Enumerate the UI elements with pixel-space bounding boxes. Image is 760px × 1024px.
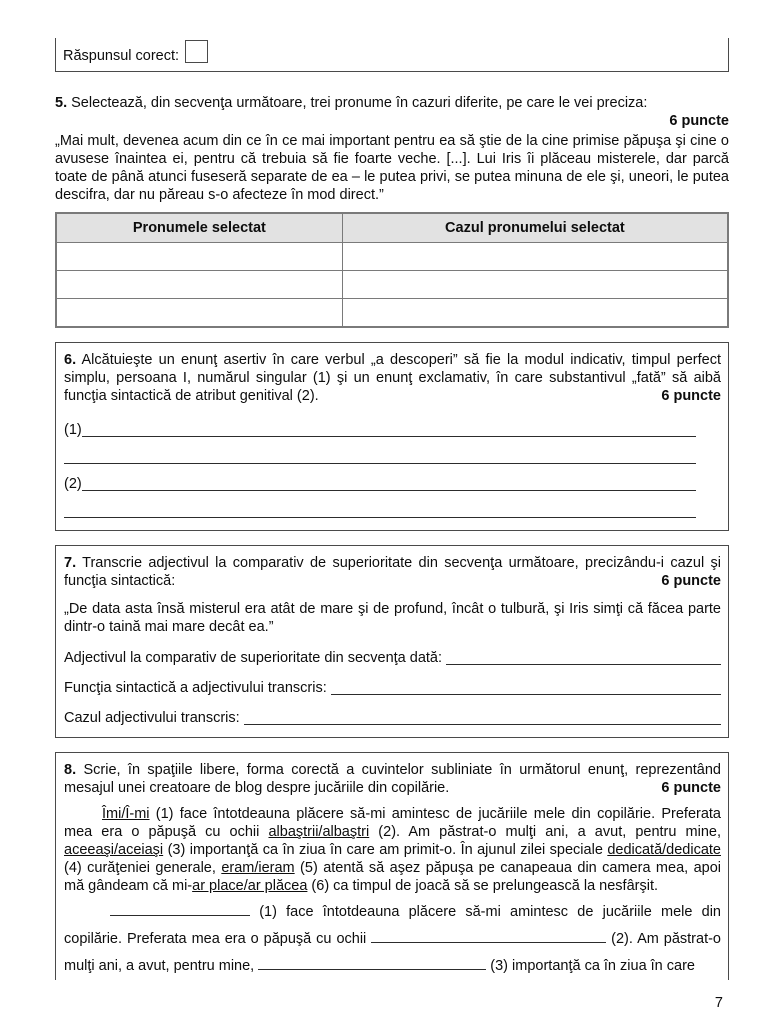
answer-line-1-label: (1): [64, 422, 82, 438]
answer-line-2-continuation-blank[interactable]: [64, 517, 696, 518]
answer-box-label: Răspunsul corect:: [63, 48, 180, 64]
question-5-points: 6 puncte: [669, 113, 729, 129]
question-7-points: 6 puncte: [661, 573, 721, 589]
underlined-option-5: eram/ieram: [221, 860, 295, 876]
table-cell-case-2[interactable]: [342, 271, 728, 299]
question-6-prompt-text: Alcătuieşte un enunţ asertiv în care verbul „a descoperi” să fie la modul indicativ, timpul perfect simplu, persoana I, numărul singular (1) şi un enunţ exclamativ, în care substantivul „fată” să aibă funcţia sintactică de atribut genitival (2).: [64, 352, 721, 404]
answer-checkbox[interactable]: [185, 40, 208, 63]
question-7: [55, 545, 729, 738]
field-syntactic-function-blank[interactable]: [331, 694, 721, 695]
question-8: [55, 752, 729, 980]
underlined-option-4: dedicată/dedicate: [607, 842, 721, 858]
field-adjective: [64, 649, 721, 667]
table-cell-pronoun-2[interactable]: [56, 271, 342, 299]
answer-line-1-continuation: [64, 439, 696, 466]
table-cell-pronoun-1[interactable]: [56, 243, 342, 271]
paragraph-text: (2). Am păstrat-o mulţi ani, a avut, pentru mine,: [369, 824, 721, 840]
field-case-label: Cazul adjectivului transcris:: [64, 710, 240, 726]
question-8-source-paragraph: [64, 805, 721, 895]
table-cell-case-1[interactable]: [342, 243, 728, 271]
question-5-number: 5.: [55, 95, 68, 111]
question-6-points: 6 puncte: [661, 388, 721, 404]
question-8-prompt-text: Scrie, în spaţiile libere, forma corectă a cuvintelor subliniate în următorul enunţ, reprezentând mesajul unei creatoare de blog despre jucăriile din copilărie.: [64, 762, 721, 796]
fill-blank-1[interactable]: [110, 902, 250, 916]
table-row: [56, 243, 728, 271]
answer-line-2-label: (2): [64, 476, 82, 492]
underlined-option-6: ar place/ar plăcea: [192, 878, 308, 894]
fill-text: (1) face întotdeauna plăcere să-mi amintesc de jucăriile mele din copilărie. Preferata mea era o păpuşă cu ochii: [64, 904, 721, 947]
question-7-quote: „De data asta însă misterul era atât de mare şi de profund, încât o tulbură, şi Iris simţi că făcea parte dintr-o taină mai mare decât ea.”: [64, 601, 721, 635]
underlined-option-1: Îmi/Î-mi: [102, 806, 150, 822]
question-7-prompt-text: Transcrie adjectivul la comparativ de superioritate din secvenţa următoare, precizându-i cazul şi funcţia sintactică:: [64, 555, 721, 589]
paragraph-text: (4) curăţeniei generale,: [64, 860, 222, 876]
pronoun-table-header-2: Cazul pronumelui selectat: [342, 213, 728, 243]
question-5: [55, 94, 729, 328]
answer-box: [55, 38, 729, 72]
field-case: [64, 709, 721, 727]
fill-text: (2). Am păstrat-o mulţi ani, a avut, pentru mine,: [64, 931, 721, 974]
question-7-number: 7.: [64, 555, 77, 571]
paragraph-text: (5) atentă să aşez păpuşa pe canapeaua din camera mea, apoi mă gândeam că mi-: [64, 860, 721, 894]
field-syntactic-function-label: Funcţia sintactică a adjectivului transcris:: [64, 680, 327, 696]
question-5-prompt: [55, 94, 729, 112]
pronoun-table-header-row: [56, 213, 728, 243]
fill-blank-3[interactable]: [258, 956, 486, 970]
underlined-option-3: aceeaşi/aceiaşi: [64, 842, 164, 858]
fill-blank-2[interactable]: [371, 929, 606, 943]
question-6-prompt: [64, 351, 721, 405]
paragraph-text: (6) ca timpul de joacă să se prelungească la nesfârşit.: [307, 878, 659, 894]
table-row: [56, 271, 728, 299]
question-6-number: 6.: [64, 352, 77, 368]
field-adjective-blank[interactable]: [446, 664, 721, 665]
page-number: 7: [714, 995, 723, 1011]
field-case-blank[interactable]: [244, 724, 721, 725]
question-8-points: 6 puncte: [661, 780, 721, 796]
paragraph-text: (1) face întotdeauna plăcere să-mi amintesc de jucăriile mele din copilărie. Preferata mea era o păpuşă cu ochii: [64, 806, 721, 840]
field-adjective-label: Adjectivul la comparativ de superioritate din secvenţa dată:: [64, 650, 443, 666]
underlined-option-2: albaştrii/albaştri: [268, 824, 370, 840]
paragraph-text: (3) importanţă ca în ziua în care am primit-o. În ajunul zilei speciale: [163, 842, 608, 858]
pronoun-table: [55, 212, 729, 328]
question-8-fill-paragraph: [64, 899, 721, 980]
answer-line-1: [64, 412, 696, 439]
answer-line-1-blank[interactable]: [82, 436, 696, 437]
question-5-prompt-text: Selectează, din secvenţa următoare, trei pronume în cazuri diferite, pe care le vei preciza:: [71, 95, 648, 111]
answer-line-2: [64, 466, 696, 493]
question-8-number: 8.: [64, 762, 77, 778]
answer-line-2-blank[interactable]: [82, 490, 696, 491]
table-row: [56, 299, 728, 328]
question-6: [55, 342, 729, 531]
table-cell-case-3[interactable]: [342, 299, 728, 328]
answer-line-1-continuation-blank[interactable]: [64, 463, 696, 464]
question-5-quote: „Mai mult, devenea acum din ce în ce mai important pentru ea să ştie de la cine primise păpuşa şi cine o avusese înaintea ei, pentru că trebuia să fie foarte veche. [...]. Lui Iris îi plăceau misterele, dar parcă toate de până atunci fuseseră separate de ea – le putea privi, se putea minuna de ele şi, uneori, le putea descifra, dar nu păreau s-o afecteze în mod direct.”: [55, 133, 729, 203]
question-7-prompt: [64, 554, 721, 590]
answer-line-2-continuation: [64, 493, 696, 520]
question-8-prompt: [64, 761, 721, 797]
page-content: [55, 0, 729, 980]
pronoun-table-header-1: Pronumele selectat: [56, 213, 342, 243]
field-syntactic-function: [64, 679, 721, 697]
table-cell-pronoun-3[interactable]: [56, 299, 342, 328]
fill-text: (3) importanţă ca în ziua în care: [486, 958, 695, 974]
